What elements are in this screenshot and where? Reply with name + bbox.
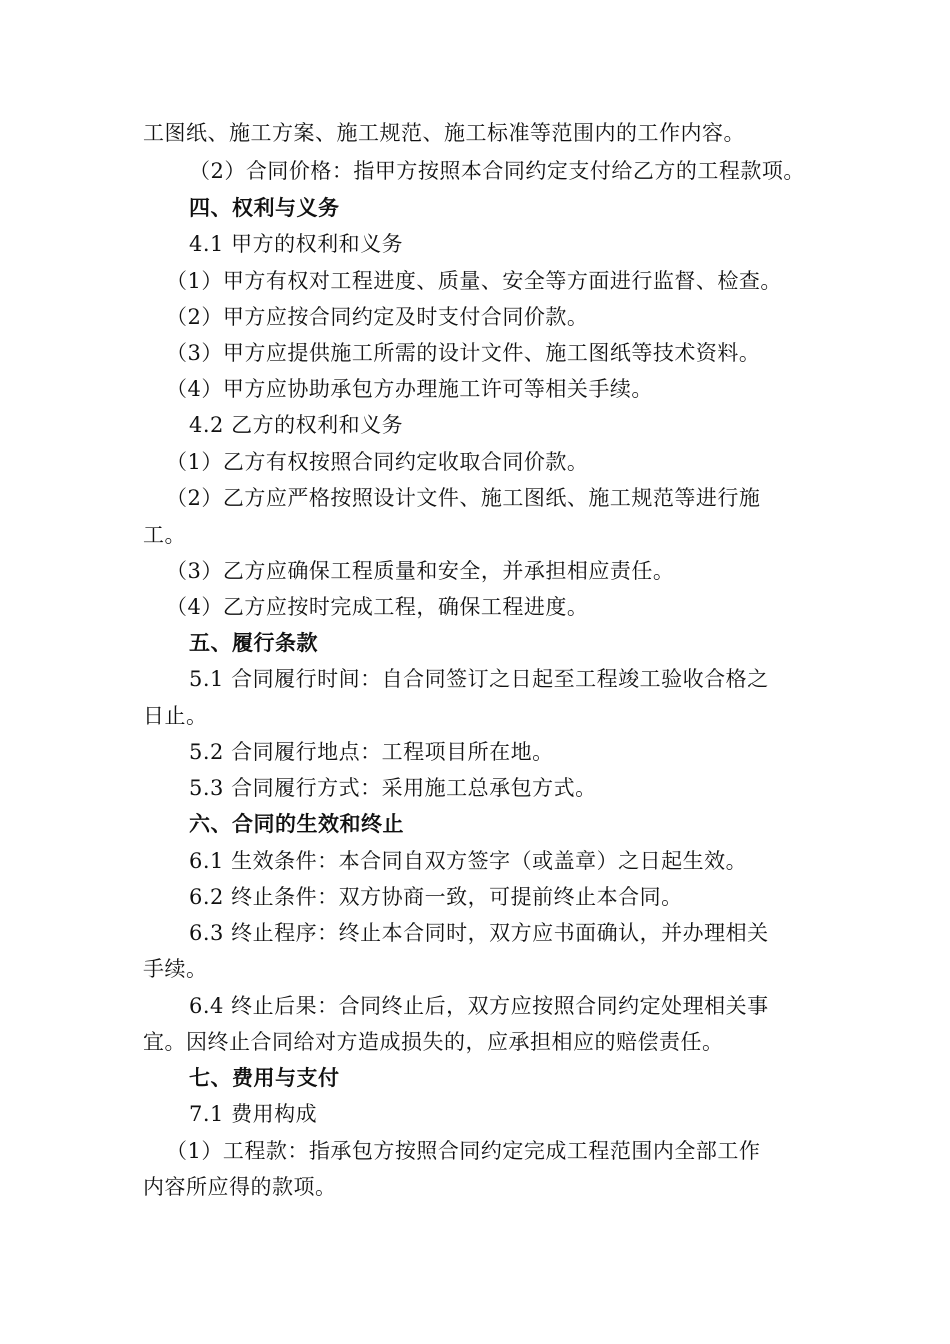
paragraph-line: （2）合同价格：指甲方按照本合同约定支付给乙方的工程款项。 [189,159,805,183]
paragraph-line: （2）乙方应严格按照设计文件、施工图纸、施工规范等进行施 [166,486,761,510]
subsection-heading: 4.1 甲方的权利和义务 [189,232,404,256]
paragraph-line: （3）甲方应提供施工所需的设计文件、施工图纸等技术资料。 [166,341,761,365]
subsection-heading: 4.2 乙方的权利和义务 [189,413,404,437]
paragraph-line: 6.1 生效条件：本合同自双方签字（或盖章）之日起生效。 [189,849,748,873]
paragraph-line: 6.2 终止条件：双方协商一致，可提前终止本合同。 [189,885,683,909]
paragraph-line: 内容所应得的款项。 [143,1175,337,1199]
paragraph-line: （3）乙方应确保工程质量和安全，并承担相应责任。 [166,559,675,583]
subsection-heading: 7.1 费用构成 [189,1102,318,1126]
section-heading: 五、履行条款 [189,631,318,655]
paragraph-line: （1）甲方有权对工程进度、质量、安全等方面进行监督、检查。 [166,269,782,293]
paragraph-line: 5.3 合同履行方式：采用施工总承包方式。 [189,776,597,800]
paragraph-line: 5.1 合同履行时间：自合同签订之日起至工程竣工验收合格之 [189,667,769,691]
paragraph-line: （1）工程款：指承包方按照合同约定完成工程范围内全部工作 [166,1139,761,1163]
paragraph-line: （2）甲方应按合同约定及时支付合同价款。 [166,305,589,329]
section-heading: 六、合同的生效和终止 [189,812,404,836]
paragraph-line: 6.3 终止程序：终止本合同时，双方应书面确认，并办理相关 [189,921,769,945]
paragraph-line: （1）乙方有权按照合同约定收取合同价款。 [166,450,589,474]
section-heading: 七、费用与支付 [189,1066,340,1090]
paragraph-line: 手续。 [143,957,208,981]
paragraph-line: （4）乙方应按时完成工程，确保工程进度。 [166,595,589,619]
section-heading: 四、权利与义务 [189,196,340,220]
paragraph-line: 工。 [143,523,186,547]
paragraph-line: 日止。 [143,704,208,728]
paragraph-line: 5.2 合同履行地点：工程项目所在地。 [189,740,554,764]
paragraph-line: 工图纸、施工方案、施工规范、施工标准等范围内的工作内容。 [143,121,745,145]
paragraph-line: （4）甲方应协助承包方办理施工许可等相关手续。 [166,377,653,401]
paragraph-line: 6.4 终止后果：合同终止后，双方应按照合同约定处理相关事 [189,994,769,1018]
paragraph-line: 宜。因终止合同给对方造成损失的，应承担相应的赔偿责任。 [143,1030,724,1054]
